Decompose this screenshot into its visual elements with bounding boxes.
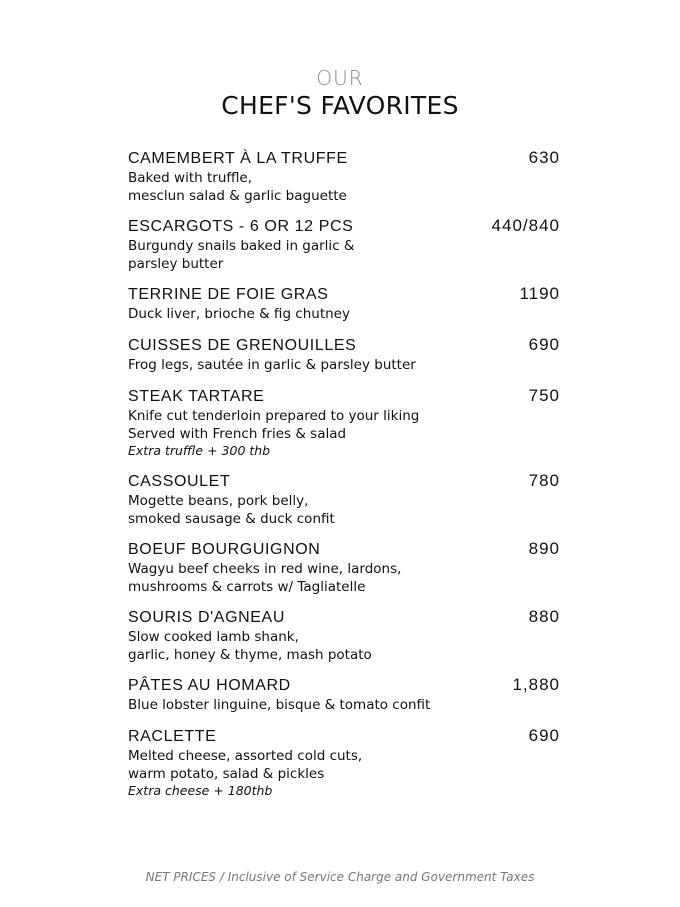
menu-item-header <box>128 148 560 169</box>
menu-item-price: 750 <box>528 386 560 405</box>
menu-item-description: Frog legs, sautée in garlic & parsley butter <box>128 357 416 373</box>
menu-item-price: 890 <box>528 539 560 558</box>
menu-item-description: Knife cut tenderloin prepared to your liking Served with French fries & salad <box>128 408 420 442</box>
menu-item-price: 690 <box>528 335 560 354</box>
menu-item-header <box>128 471 560 492</box>
menu-item-price: 440/840 <box>491 216 560 235</box>
menu-item <box>128 335 560 374</box>
menu-item <box>128 386 560 459</box>
menu-item-price: 780 <box>528 471 560 490</box>
menu-item <box>128 539 560 596</box>
menu-item-price: 1190 <box>519 284 560 303</box>
menu-item <box>128 675 560 714</box>
menu-item-description: Mogette beans, pork belly, smoked sausage & duck confit <box>128 493 335 527</box>
menu-item-description: Baked with truffle, mesclun salad & garlic baguette <box>128 170 347 204</box>
menu-item-price: 630 <box>528 148 560 167</box>
menu-item-header <box>128 539 560 560</box>
menu-item-description: Duck liver, brioche & fig chutney <box>128 306 350 322</box>
menu-item-price: 880 <box>528 607 560 626</box>
menu-item-header <box>128 284 560 305</box>
menu-item-name: CASSOULET <box>128 473 231 490</box>
menu-item-name: SOURIS D'AGNEAU <box>128 609 285 626</box>
menu-item-header <box>128 607 560 628</box>
menu-item-name: BOEUF BOURGUIGNON <box>128 541 321 558</box>
header-kicker: OUR <box>316 66 364 90</box>
menu-item <box>128 148 560 205</box>
menu-item-header <box>128 335 560 356</box>
menu-item <box>128 607 560 664</box>
menu-item-name: CUISSES DE GRENOUILLES <box>128 337 357 354</box>
menu-item-price: 690 <box>528 726 560 745</box>
menu-item <box>128 284 560 323</box>
menu-item-description: Burgundy snails baked in garlic & parsley butter <box>128 238 355 272</box>
menu-item-name: RACLETTE <box>128 728 217 745</box>
menu-item-header <box>128 216 560 237</box>
menu-item-description: Slow cooked lamb shank, garlic, honey & thyme, mash potato <box>128 629 372 663</box>
menu-item-header <box>128 386 560 407</box>
menu-item-extra: Extra truffle + 300 thb <box>128 443 271 458</box>
menu-item-name: TERRINE DE FOIE GRAS <box>128 286 329 303</box>
menu-item <box>128 726 560 799</box>
price-note: NET PRICES / Inclusive of Service Charge and Government Taxes <box>145 870 535 884</box>
menu-item-header <box>128 675 560 696</box>
menu-item-name: STEAK TARTARE <box>128 388 265 405</box>
menu-item <box>128 471 560 528</box>
menu-item-name: ESCARGOTS - 6 OR 12 PCS <box>128 218 354 235</box>
menu-item-header <box>128 726 560 747</box>
menu-item-name: CAMEMBERT À LA TRUFFE <box>128 150 348 167</box>
menu-item-description: Blue lobster linguine, bisque & tomato confit <box>128 697 431 713</box>
menu-item-extra: Extra cheese + 180thb <box>128 783 273 798</box>
menu-item-name: PÂTES AU HOMARD <box>128 677 291 694</box>
menu-item-description: Melted cheese, assorted cold cuts, warm potato, salad & pickles <box>128 748 363 782</box>
menu-item <box>128 216 560 273</box>
menu-item-price: 1,880 <box>512 675 560 694</box>
menu-item-description: Wagyu beef cheeks in red wine, lardons, mushrooms & carrots w/ Tagliatelle <box>128 561 402 595</box>
page-title: CHEF'S FAVORITES <box>221 91 459 120</box>
